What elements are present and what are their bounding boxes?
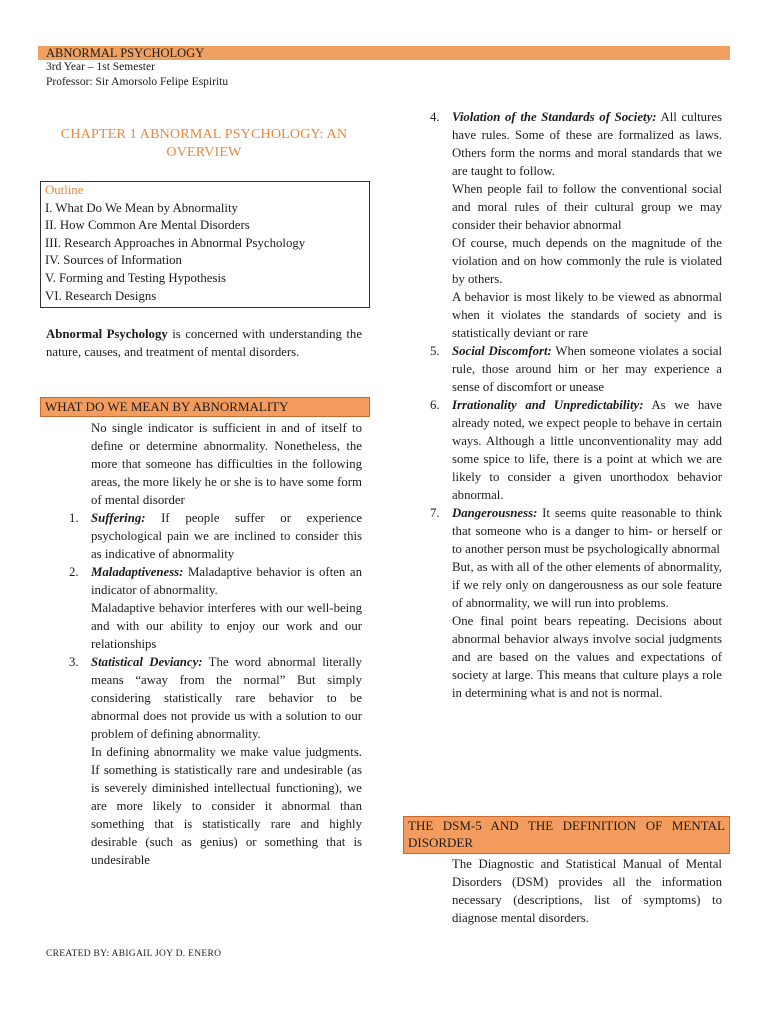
outline-item: I. What Do We Mean by Abnormality (45, 200, 238, 215)
list-item-note: In defining abnormality we make value judgments. If something is statistically rare and undesirable (as is severely diminished intellectual functioning), we are more likely to consider it abnormal than something that is statistically rare and highly desirable (such as genius) or something that is undesirable (91, 745, 362, 867)
list-item-note: Of course, much depends on the magnitude of the violation and on how commonly the rule is violated by others. (452, 236, 722, 286)
list-item-note: When people fail to follow the conventional social and moral rules of their cultural group we may consider their behavior abnormal (452, 182, 722, 232)
outline-box (40, 181, 370, 308)
intro-paragraph (46, 325, 362, 361)
list-item-note: Maladaptive behavior interferes with our well-being and with our ability to enjoy our work and our relationships (91, 601, 362, 651)
footer-credit: CREATED BY: ABIGAIL JOY D. ENERO (46, 949, 222, 959)
right-column-body (430, 108, 723, 702)
section-heading: THE DSM-5 AND THE DEFINITION OF MENTAL DISORDER (403, 816, 730, 854)
outline-item: V. Forming and Testing Hypothesis (45, 270, 226, 285)
list-item-note: A behavior is most likely to be viewed as abnormal when it violates the standards of society and is statistically deviant or rare (452, 290, 722, 340)
list-item-note: But, as with all of the other elements of abnormality, if we rely only on dangerousness as our sole feature of abnormality, we will run into problems. (452, 560, 722, 610)
left-column-body (69, 419, 362, 869)
intro-term: Abnormal Psychology (46, 327, 168, 341)
list-item: 7. Dangerousness: It seems quite reasonable to think that someone who is a danger to him- or herself or to another person must be psychologically abnormal But, as with all of the other elements of abnormality, if we rely only on dangerousness as our sole feature of abnormality, we will run into problems. One final point bears repeating. Decisions about abnormal behavior always involve social judgments and are based on the values and expectations of society at large. This means that culture plays a role in determining what is and not is normal. (430, 506, 722, 700)
outline-item: VI. Research Designs (45, 288, 157, 303)
list-item: 1. Suffering: If people suffer or experience psychological pain we are inclined to consider this as indicative of abnormality (69, 511, 362, 561)
course-title: ABNORMAL PSYCHOLOGY (46, 46, 205, 60)
outline-title: Outline (45, 183, 84, 197)
outline-item: II. How Common Are Mental Disorders (45, 218, 250, 233)
outline-item: III. Research Approaches in Abnormal Psychology (45, 235, 306, 250)
list-item: 4. Violation of the Standards of Society: All cultures have rules. Some of these are formalized as laws. Others form the norms and moral standards that we are taught to follow. When people fail to follow the conventional social and moral rules of their cultural group we may consider their behavior abnormal Of course, much depends on the magnitude of the violation and on how commonly the rule is violated by others. A behavior is most likely to be viewed as abnormal when it violates the standards of society and is statistically deviant or rare (430, 110, 722, 340)
section-lead: No single indicator is sufficient in and of itself to define or determine abnormality. Nonetheless, the more that someone has difficulties in the following areas, the more likely he or she is to have some form of mental disorder (91, 421, 362, 507)
list-item-note: One final point bears repeating. Decisions about abnormal behavior always involve social judgments and are based on the values and expectations of society at large. This means that culture plays a role in determining what is and not is normal. (452, 614, 722, 700)
course-header-bar (38, 46, 730, 60)
intro-text: is concerned with understanding the nature, causes, and treatment of mental disorders. (46, 327, 362, 359)
section-heading: WHAT DO WE MEAN BY ABNORMALITY (40, 397, 370, 417)
list-item: 3. Statistical Deviancy: The word abnormal literally means “away from the normal” But simply considering statistically rare behavior to be abnormal does not provide us with a solution to our problem of defining abnormality. In defining abnormality we make value judgments. If something is statistically rare and undesirable (as is severely diminished intellectual functioning), we are more likely to consider it abnormal than something that is statistically rare and highly desirable (such as genius) or something that is undesirable (69, 655, 362, 867)
chapter-title: CHAPTER 1 ABNORMAL PSYCHOLOGY: AN OVERVIEW (60, 127, 348, 160)
outline-item: IV. Sources of Information (45, 253, 182, 268)
list-item: 2. Maladaptiveness: Maladaptive behavior is often an indicator of abnormality. Maladaptive behavior interferes with our well-being and with our ability to enjoy our work and our relationships (69, 565, 362, 651)
professor-line: Professor: Sir Amorsolo Felipe Espiritu (46, 76, 229, 88)
dsm-paragraph: The Diagnostic and Statistical Manual of Mental Disorders (DSM) provides all the information necessary (descriptions, list of symptoms) to diagnose mental disorders. (452, 857, 722, 925)
term-line: 3rd Year – 1st Semester (46, 61, 155, 73)
list-item: 6. Irrationality and Unpredictability: As we have already noted, we expect people to behave in certain ways. Although a little unconventionality may add some spice to life, there is a point at which we are likely to consider a given unorthodox behavior abnormal. (430, 398, 722, 502)
list-item: 5. Social Discomfort: When someone violates a social rule, those around him or her may experience a sense of discomfort or unease (430, 344, 723, 394)
